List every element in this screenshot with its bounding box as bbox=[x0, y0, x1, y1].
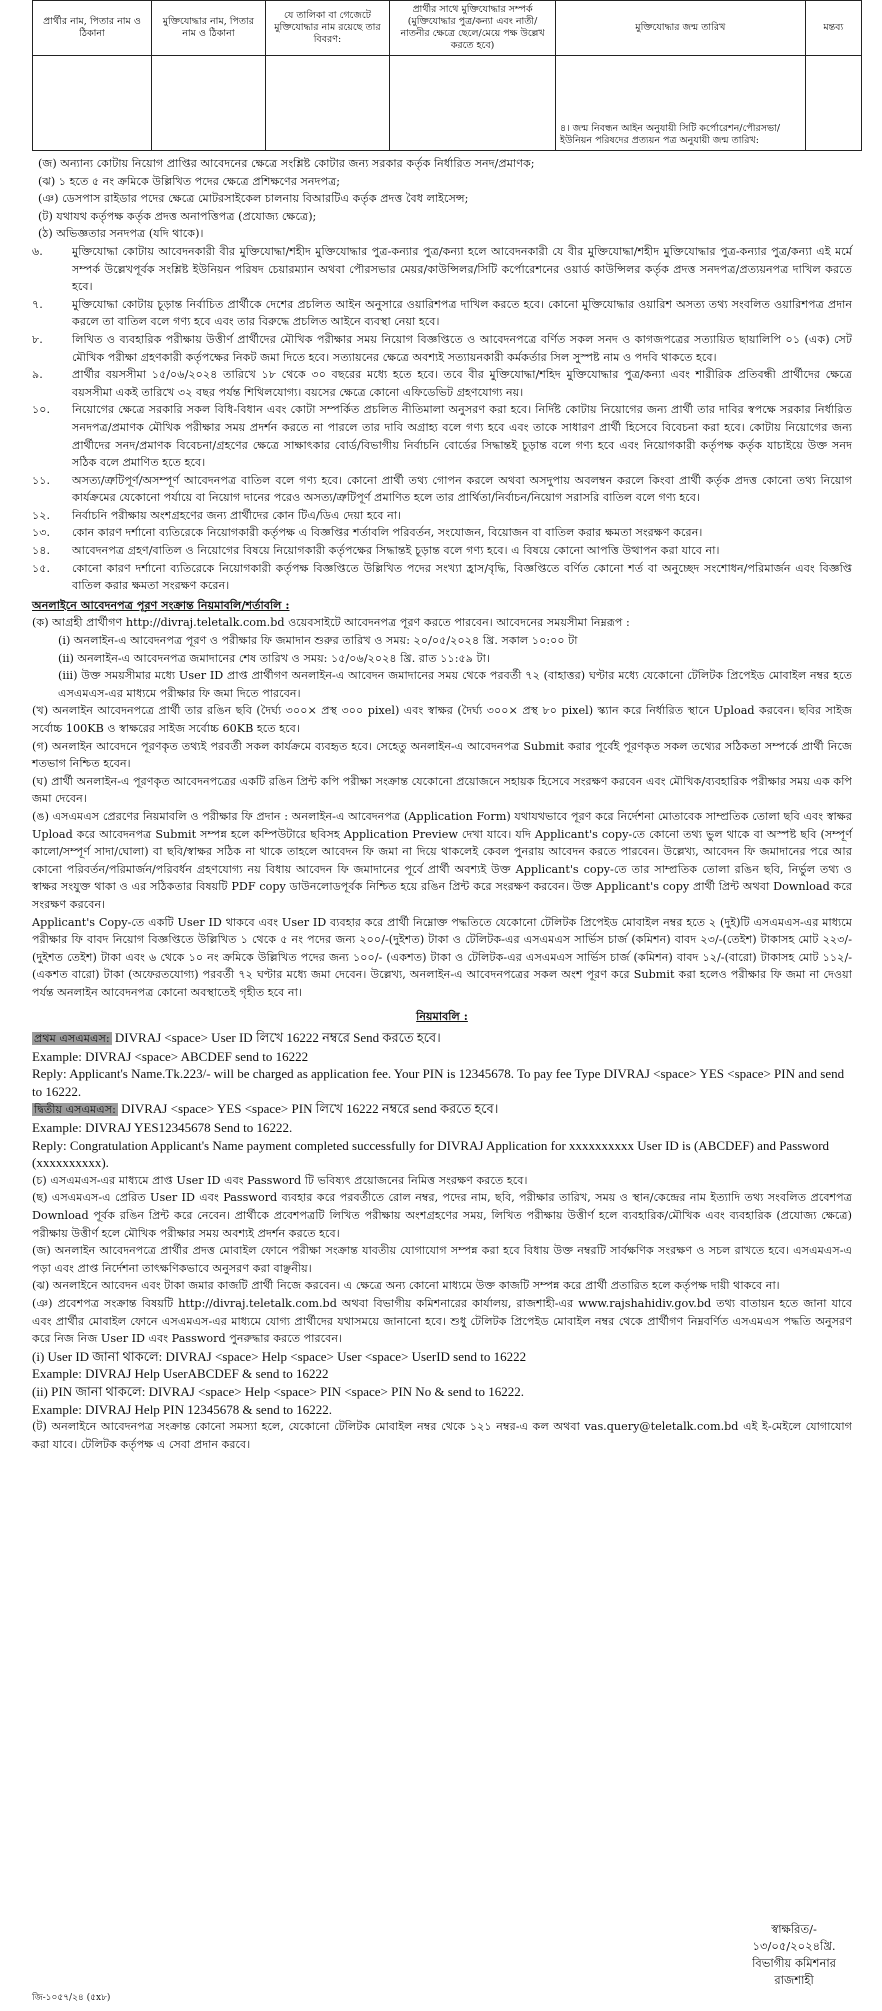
item-text: নির্বাচনি পরীক্ষায় অংশগ্রহণের জন্য প্রার্থীদের কোন টিএ/ডিএ দেয়া হবে না। bbox=[72, 508, 401, 522]
first-sms-text: DIVRAJ <space> User ID লিখে 16222 নম্বরে Send করতে হবে। bbox=[111, 1030, 441, 1046]
item-number: ১৪. bbox=[32, 544, 51, 558]
list-item: (ঙ) এসএমএস প্রেরণের নিয়মাবলি ও পরীক্ষার ফি প্রদান : অনলাইন-এ আবেদনপত্র (Application Form) যথাযথভাবে পূরণ করে নির্দেশনা মোতাবেক সাম্প্রতিক তোলা ছবি এবং স্বাক্ষর Upload করে আবেদনপত্র Submit সম্পন্ন হলে কম্পিউটারে ছবিসহ Application Preview দেখা যাবে। যদি Applicant's copy-তে কোনো তথ্য ভুল থাকে বা অস্পষ্ট ছবি (সম্পূর্ণ কালো/সম্পূর্ণ সাদা/ঘোলা) বা ছবি/স্বাক্ষর সঠিক না থাকে তাহলে আবেদন ফি জমা না দিয়ে থাকলেই কেবল পুনরায় আবেদন করতে পারবেন। উল্লেখ্য, আবেদন ফি জমাদানের পরে আর কোনো পরিবর্তন/পরিমার্জন/পরিবর্ধন গ্রহণযোগ্য নয় বিধায় আবেদন ফি জমাদানের পূর্বে প্রার্থী অবশ্যই উক্ত Applicant's copy-তে তার সাম্প্রতিক তোলা রঙিন ছবি, নির্ভুল তথ্য ও স্বাক্ষর সংযুক্ত থাকা ও এর সঠিকতার বিষয়টি PDF copy ডাউনলোডপূর্বক নিশ্চিত হয়ে রঙিন প্রিন্ট করে সংরক্ষণ করবেন। উক্ত Applicant's copy প্রার্থী প্রিন্ট অথবা Download করে সংরক্ষণ করবেন। bbox=[32, 809, 852, 911]
table-header: যে তালিকা বা গেজেটে মুক্তিযোদ্ধার নাম রয়েছে তার বিবরণ: bbox=[265, 1, 389, 56]
list-item: (ঞ) ডেসপাস রাইডার পদের ক্ষেত্রে মোটরসাইকেল চালনায় বিআরটিএ কর্তৃক প্রদত্ত বৈধ লাইসেন্স; bbox=[38, 192, 469, 206]
first-sms-label: প্রথম এসএমএস: bbox=[34, 1032, 110, 1046]
signature-block bbox=[752, 1921, 836, 1989]
notice-body bbox=[32, 155, 852, 1453]
item-number: ১৩. bbox=[32, 526, 51, 540]
list-item: (গ) অনলাইন আবেদনে পূরণকৃত তথ্যই পরবর্তী সকল কার্যক্রমে ব্যবহৃত হবে। সেহেতু অনলাইন-এ আবেদনপত্র Submit করার পূর্বেই পূরণকৃত সকল তথ্যের সঠিকতা সম্পর্কে প্রার্থী নিজে শতভাগ নিশ্চিত হবেন। bbox=[32, 739, 852, 771]
sms-example: Example: DIVRAJ <space> ABCDEF send to 16222 bbox=[32, 1048, 309, 1064]
rules-heading: নিয়মাবলি : bbox=[416, 1008, 468, 1023]
table-header-row bbox=[33, 1, 862, 56]
numbered-item bbox=[32, 331, 852, 366]
item-text: মুক্তিযোদ্ধা কোটায় চূড়ান্ত নির্বাচিত প্রার্থীকে দেশের প্রচলিত আইন অনুসারে ওয়ারিশপত্র দাখিল করতে হবে। কোনো মুক্তিযোদ্ধার ওয়ারিশ অসত্য তথ্য সংবলিত ওয়ারিশপত্র প্রদান করলে তা বাতিল বলে গণ্য হবে এবং তার বিরুদ্ধে প্রচলিত আইনে ব্যবস্থা নেয়া হবে। bbox=[72, 297, 852, 329]
item-text: অসত্য/ত্রুটিপূর্ণ/অসম্পূর্ণ আবেদনপত্র বাতিল বলে গণ্য হবে। কোনো প্রার্থী তথ্য গোপন করলে অথবা অসদুপায় অবলম্বন করলে কিংবা প্রার্থী কর্তৃক প্রদত্ত কোনো তথ্য নিয়োগ কার্যক্রমের যেকোনো পর্যায়ে বা নিয়োগ দানের পরেও অসত্য/ত্রুটিপূর্ণ প্রমাণিত হলে তার প্রার্থিতা/নির্বাচন/নিয়োগ সরাসরি বাতিল বলে গণ্য হবে। bbox=[72, 473, 852, 505]
numbered-item bbox=[32, 560, 852, 595]
numbered-item bbox=[32, 472, 852, 507]
table-cell bbox=[390, 56, 556, 151]
table-header: মন্তব্য bbox=[805, 1, 861, 56]
list-item: (চ) এসএমএস-এর মাধ্যমে প্রাপ্ত User ID এবং Password টি ভবিষ্যৎ প্রয়োজনের নিমিত্ত সংরক্ষণ করতে হবে। bbox=[32, 1173, 528, 1187]
list-item: (ii) অনলাইন-এ আবেদনপত্র জমাদানের শেষ তারিখ ও সময়: ১৫/০৬/২০২৪ খ্রি. রাত ১১:৫৯ টা। bbox=[58, 651, 490, 665]
table-cell bbox=[805, 56, 861, 151]
signature-date: ১৩/০৫/২০২৪খ্রি. bbox=[752, 1939, 836, 1953]
numbered-item bbox=[32, 366, 852, 401]
numbered-item bbox=[32, 507, 852, 525]
list-item: (i) অনলাইন-এ আবেদনপত্র পূরণ ও পরীক্ষার ফি জমাদান শুরুর তারিখ ও সময়: ২০/০৫/২০২৪ খ্রি. সকাল ১০:০০ টা bbox=[58, 634, 578, 648]
list-item: (ট) অনলাইনে আবেদনপত্র সংক্রান্ত কোনো সমস্যা হলে, যেকোনো টেলিটক মোবাইল নম্বর থেকে ১২১ নম্বর-এ কল অথবা vas.query@teletalk.com.bd এই ই-মেইলে যোগাযোগ করা যাবে। টেলিটক কর্তৃপক্ষ এ সেবা প্রদান করবে। bbox=[32, 1420, 852, 1451]
item-text: মুক্তিযোদ্ধা কোটায় আবেদনকারী বীর মুক্তিযোদ্ধা/শহীদ মুক্তিযোদ্ধার পুত্র-কন্যার পুত্র/কন্যা হলে আবেদনকারী যে বীর মুক্তিযোদ্ধা/শহীদ মুক্তিযোদ্ধার পুত্র-কন্যার পুত্র/কন্যা এই মর্মে সম্পর্ক উল্লেখপূর্বক সংশ্লিষ্ট ইউনিয়ন পরিষদ চেয়ারম্যান অথবা পৌরসভার মেয়র/কাউন্সিলর/সিটি কর্পোরেশনের ওয়ার্ড কাউন্সিলর কর্তৃক প্রদত্ত সনদপত্র/প্রত্যয়নপত্র দাখিল করতে হবে। bbox=[72, 244, 852, 294]
item-text: প্রার্থীর বয়সসীমা ১৫/০৬/২০২৪ তারিখে ১৮ থেকে ৩০ বছরের মধ্যে হতে হবে। তবে বীর মুক্তিযোদ্ধা/শহিদ মুক্তিযোদ্ধার পুত্র/কন্যা এবং শারীরিক প্রতিবন্ধী প্রার্থীদের ক্ষেত্রে বয়সসীমা একই তারিখে ৩২ বছর পর্যন্ত শিথিলযোগ্য। বয়সের ক্ষেত্রে কোনো এফিডেভিট গ্রহণযোগ্য নয়। bbox=[72, 368, 852, 399]
sms-reply: Reply: Applicant's Name.Tk.223/- will be charged as application fee. Your PIN is 12345678. To pay fee Type DIVRAJ <space> YES <space> PIN and send to 16222. bbox=[32, 1066, 845, 1099]
print-code: জি-১০৫৭/২৪ (৫x৮) bbox=[32, 1993, 111, 2003]
sms-example: Example: DIVRAJ YES12345678 Send to 16222. bbox=[32, 1120, 293, 1136]
birth-date-note: ৪। জন্ম নিবন্ধন আইন অনুযায়ী সিটি কর্পোরেশন/পৌরসভা/ইউনিয়ন পরিষদের প্রত্যয়ন পত্র অনুযায়ী জন্ম তারিখ: bbox=[556, 56, 806, 151]
sms-reply: Reply: Congratulation Applicant's Name payment completed successfully for DIVRAJ Application for xxxxxxxxxx User ID is (ABCDEF) and Password (xxxxxxxxxx). bbox=[32, 1137, 830, 1171]
item-text: আবেদনপত্র গ্রহণ/বাতিল ও নিয়োগের বিষয়ে নিয়োগকারী কর্তৃপক্ষের সিদ্ধান্তই চূড়ান্ত বলে গণ্য হবে। এ বিষয়ে কোনো আপত্তি উত্থাপন করা যাবে না। bbox=[72, 544, 720, 558]
numbered-item bbox=[32, 401, 852, 471]
numbered-item bbox=[32, 524, 852, 542]
item-number: ৮. bbox=[32, 332, 43, 346]
list-item: (ঘ) প্রার্থী অনলাইন-এ পূরণকৃত আবেদনপত্রের একটি রঙিন প্রিন্ট কপি পরীক্ষা সংক্রান্ত যেকোনো প্রয়োজনে সহায়ক হিসেবে সংরক্ষণ করবেন এবং মৌখিক/ব্যবহারিক পরীক্ষার সময় এক কপি জমা দেবেন। bbox=[32, 774, 853, 806]
signatory-title: বিভাগীয় কমিশনার bbox=[752, 1956, 836, 1970]
table-cell bbox=[33, 56, 152, 151]
item-number: ৬. bbox=[32, 244, 43, 258]
recovery-line: (ii) PIN জানা থাকলে: DIVRAJ <space> Help <space> PIN <space> PIN No & send to 16222. bbox=[32, 1383, 524, 1399]
freedom-fighter-quota-table bbox=[32, 0, 862, 151]
item-text: কোনো কারণ দর্শানো ব্যতিরেকে নিয়োগকারী কর্তৃপক্ষ বিজ্ঞপ্তিতে উল্লিখিত পদের সংখ্যা হ্রাস/বৃদ্ধি, বিজ্ঞপ্তিতে বর্ণিত কোনো শর্ত বা অনুচ্ছেদ সংশোধন/পরিমার্জন এবং বিজ্ঞপ্তি বাতিল করার ক্ষমতা সংরক্ষণ করেন। bbox=[72, 561, 852, 593]
first-sms-line bbox=[32, 1029, 852, 1048]
item-number: ৯. bbox=[32, 368, 43, 382]
item-number: ১১. bbox=[32, 473, 51, 487]
list-item: (ঝ) অনলাইনে আবেদন এবং টাকা জমার কাজটি প্রার্থী নিজে করবেন। এ ক্ষেত্রে অন্য কোনো মাধ্যমে উক্ত কাজটি সম্পন্ন করে প্রার্থী প্রতারিত হলে কর্তৃপক্ষ দায়ী থাকবে না। bbox=[32, 1279, 780, 1293]
list-item: (খ) অনলাইন আবেদনপত্রে প্রার্থী তার রঙিন ছবি (দৈর্ঘ্য ৩০০× প্রস্থ ৩০০ pixel) এবং স্বাক্ষর (দৈর্ঘ্য ৩০০× প্রস্থ ৮০ pixel) স্ক্যান করে নির্ধারিত স্থানে Upload করবেন। ছবির সাইজ সর্বোচ্চ 100KB ও স্বাক্ষরের সাইজ সর্বোচ্চ 60KB হতে হবে। bbox=[32, 704, 852, 735]
item-text: কোন কারণ দর্শানো ব্যতিরেকে নিয়োগকারী কর্তৃপক্ষ এ বিজ্ঞপ্তির শর্তাবলি পরিবর্তন, সংযোজন, বিয়োজন বা বাতিল করার ক্ষমতা সংরক্ষণ করেন। bbox=[72, 526, 703, 540]
fee-paragraph: Applicant's Copy-তে একটি User ID থাকবে এবং User ID ব্যবহার করে প্রার্থী নিম্নোক্ত পদ্ধতিতে যেকোনো টেলিটক প্রিপেইড মোবাইল নম্বর হতে ২ (দুই)টি এসএমএস-এর মাধ্যমে পরীক্ষার ফি বাবদ নিয়োগ বিজ্ঞপ্তিতে উল্লিখিত ১ থেকে ৫ নং পদের জন্য ২০০/-(দুইশত) টাকা ও টেলিটক-এর এসএমএস সার্ভিস চার্জ (কমিশন) বাবদ ২৩/-(তেইশ) টাকাসহ মোট ২২৩/-(দুইশত তেইশ) টাকা এবং ৬ থেকে ১০ নং ক্রমিকে উল্লিখিত পদের জন্য ১০০/- (একশত) টাকা ও টেলিটক-এর এসএমএস সার্ভিস চার্জ (কমিশন) বাবদ ১২/-(বারো) টাকাসহ মোট ১১২/-(একশত বারো) টাকা (অফেরতযোগ্য) পরবর্তী ৭২ ঘণ্টার মধ্যে জমা দেবেন। উল্লেখ্য, অনলাইন-এ আবেদনপত্রের সকল অংশ পূরণ করে Submit করা হলেও পরীক্ষার ফি জমা না দেওয়া পর্যন্ত অনলাইন আবেদনপত্র কোনো অবস্থাতেই গৃহীত হবে না। bbox=[32, 915, 852, 999]
list-item: (ঠ) অভিজ্ঞতার সনদপত্র (যদি থাকে)। bbox=[38, 227, 204, 241]
table-header: প্রার্থীর নাম, পিতার নাম ও ঠিকানা bbox=[33, 1, 152, 56]
table-header: মুক্তিযোদ্ধার জন্ম তারিখ bbox=[556, 1, 806, 56]
list-item: (iii) উক্ত সময়সীমার মধ্যে User ID প্রাপ্ত প্রার্থীগণ অনলাইন-এ আবেদন জমাদানের সময় থেকে পরবর্তী ৭২ (বাহাত্তর) ঘণ্টার মধ্যে যেকোনো টেলিটক প্রিপেইড মোবাইল নম্বর হতে এসএমএস-এর মাধ্যমে পরীক্ষার ফি জমা দিতে পারবেন। bbox=[58, 669, 852, 700]
recovery-line: Example: DIVRAJ Help PIN 12345678 & send to 16222. bbox=[32, 1401, 333, 1417]
numbered-item bbox=[32, 296, 852, 331]
table-header: মুক্তিযোদ্ধার নাম, পিতার নাম ও ঠিকানা bbox=[152, 1, 266, 56]
item-text: লিখিত ও ব্যবহারিক পরীক্ষায় উত্তীর্ণ প্রার্থীদের মৌখিক পরীক্ষার সময় নিয়োগ বিজ্ঞপ্তিতে ও আবেদনপত্রে বর্ণিত সকল সনদ ও কাগজপত্রের সত্যায়িত ছায়ালিপি ০১ (এক) সেট মৌখিক পরীক্ষা গ্রহণকারী কর্তৃপক্ষের নিকট জমা দিতে হবে। সত্যায়নের ক্ষেত্রে অবশ্যই সত্যায়নকারী কর্মকর্তার সিল সুস্পষ্ট নাম ও পদবি থাকতে হবে। bbox=[72, 332, 852, 364]
list-item: (ঝ) ১ হতে ৫ নং ক্রমিকে উল্লিখিত পদের ক্ষেত্রে প্রশিক্ষণের সনদপত্র; bbox=[38, 174, 341, 188]
list-item: (ক) আগ্রহী প্রার্থীগণ http://divraj.teletalk.com.bd ওয়েবসাইটে আবেদনপত্র পূরণ করতে পারবেন। আবেদনের সময়সীমা নিম্নরূপ : bbox=[32, 616, 630, 630]
signed-label: স্বাক্ষরিত/- bbox=[771, 1922, 817, 1936]
list-item: (ট) যথাযথ কর্তৃপক্ষ কর্তৃক প্রদত্ত অনাপত্তিপত্র (প্রযোজ্য ক্ষেত্রে); bbox=[38, 209, 317, 223]
recovery-line: (i) User ID জানা থাকলে: DIVRAJ <space> Help <space> User <space> UserID send to 16222 bbox=[32, 1348, 527, 1364]
list-item: (ছ) এসএমএস-এ প্রেরিত User ID এবং Password ব্যবহার করে পরবর্তীতে রোল নম্বর, পদের নাম, ছবি, পরীক্ষার তারিখ, সময় ও স্থান/কেন্দ্রের নাম ইত্যাদি তথ্য সংবলিত প্রবেশপত্র Download পূর্বক রঙিন প্রিন্ট করে নেবেন। প্রার্থীকে প্রবেশপত্রটি লিখিত পরীক্ষায় অংশগ্রহণের সময়, লিখিত পরীক্ষায় উত্তীর্ণ হলে ব্যবহারিক/মৌখিক এবং ব্যবহারিক (প্রযোজ্য ক্ষেত্রে) পরীক্ষায় উত্তীর্ণ হলে মৌখিক পরীক্ষার সময় অবশ্যই প্রদর্শন করতে হবে। bbox=[32, 1191, 852, 1240]
second-sms-text: DIVRAJ <space> YES <space> PIN লিখে 16222 নম্বরে send করতে হবে। bbox=[117, 1101, 499, 1117]
numbered-item bbox=[32, 542, 852, 560]
table-cell bbox=[152, 56, 266, 151]
list-item: (জ) অন্যান্য কোটায় নিয়োগ প্রাপ্তির আবেদনের ক্ষেত্রে সংশ্লিষ্ট কোটার জন্য সরকার কর্তৃক নির্ধারিত সনদ/প্রমাণক; bbox=[38, 157, 535, 170]
table-cell bbox=[265, 56, 389, 151]
online-section-heading: অনলাইনে আবেদনপত্র পূরণ সংক্রান্ত নিয়মাবলি/শর্তাবলি : bbox=[32, 597, 290, 612]
recovery-line: Example: DIVRAJ Help UserABCDEF & send to 16222 bbox=[32, 1366, 329, 1382]
second-sms-label: দ্বিতীয় এসএমএস: bbox=[34, 1103, 116, 1117]
table-row bbox=[33, 56, 862, 151]
item-number: ৭. bbox=[32, 297, 43, 311]
item-number: ১২. bbox=[32, 508, 51, 522]
numbered-item bbox=[32, 243, 852, 296]
item-number: ১০. bbox=[32, 403, 51, 417]
signatory-location: রাজশাহী bbox=[774, 1973, 814, 1987]
second-sms-line bbox=[32, 1100, 852, 1119]
list-item: (জ) অনলাইন আবেদনপত্রে প্রার্থীর প্রদত্ত মোবাইল ফোনে পরীক্ষা সংক্রান্ত যাবতীয় যোগাযোগ সম্পন্ন করা হবে বিধায় উক্ত নম্বরটি সার্বক্ষণিক সংরক্ষণ ও সচল রাখতে হবে। এসএমএস-এ পড়া এবং প্রাপ্ত নির্দেশনা তাৎক্ষণিকভাবে অনুসরণ করা বাঞ্ছনীয়। bbox=[32, 1244, 852, 1275]
item-text: নিয়োগের ক্ষেত্রে সরকারি সকল বিধি-বিধান এবং কোটা সম্পর্কিত প্রচলিত নীতিমালা অনুসরণ করা হবে। নির্দিষ্ট কোটায় নিয়োগের জন্য প্রার্থী তার দাবির স্বপক্ষে সরকার নির্ধারিত সনদপত্র/প্রমাণক মৌখিক পরীক্ষার সময় প্রদর্শন করতে না পারলে তার দাবি অগ্রাহ্য বলে গণ্য হবে এবং তাকে সাধারণ প্রার্থী হিসেবে বিবেচনা করা হবে। কোটায় নিয়োগের জন্য প্রার্থীদের সনদ/প্রমাণক বিবেচনা/গ্রহণের ক্ষেত্রে সাক্ষাৎকার বোর্ড/বিভাগীয় নির্বাচনি বোর্ডের সিদ্ধান্তই চূড়ান্ত বলে গণ্য হবে এবং নিয়োগকারী কর্তৃপক্ষ কর্তৃক যাচাইয়ে উক্ত সনদ সঠিক বলে প্রমাণিত হতে হবে। bbox=[72, 403, 852, 470]
list-item: (ঞ) প্রবেশপত্র সংক্রান্ত বিষয়টি http://divraj.teletalk.com.bd অথবা বিভাগীয় কমিশনারের কার্যালয়, রাজশাহী-এর www.rajshahidiv.gov.bd তথ্য বাতায়ন হতে জানা যাবে এবং প্রার্থীর মোবাইল ফোনে এসএমএস-এর মাধ্যমে যোগ্য প্রার্থীদের যথাসময়ে জানানো হবে। শুধু টেলিটক প্রিপেইড মোবাইল নম্বর থেকে প্রার্থীগণ নিম্নবর্ণিত এসএমএস পদ্ধতি অনুসরণ করে নিজ নিজ User ID এবং Password পুনরুদ্ধার করতে পারবেন। bbox=[32, 1297, 852, 1346]
table-header: প্রার্থীর সাথে মুক্তিযোদ্ধার সম্পর্ক (মুক্তিযোদ্ধার পুত্র/কন্যা এবং নাতী/নাতনীর ক্ষেত্রে ছেলে/মেয়ে পক্ষ উল্লেখ করতে হবে) bbox=[390, 1, 556, 56]
item-number: ১৫. bbox=[32, 561, 51, 575]
